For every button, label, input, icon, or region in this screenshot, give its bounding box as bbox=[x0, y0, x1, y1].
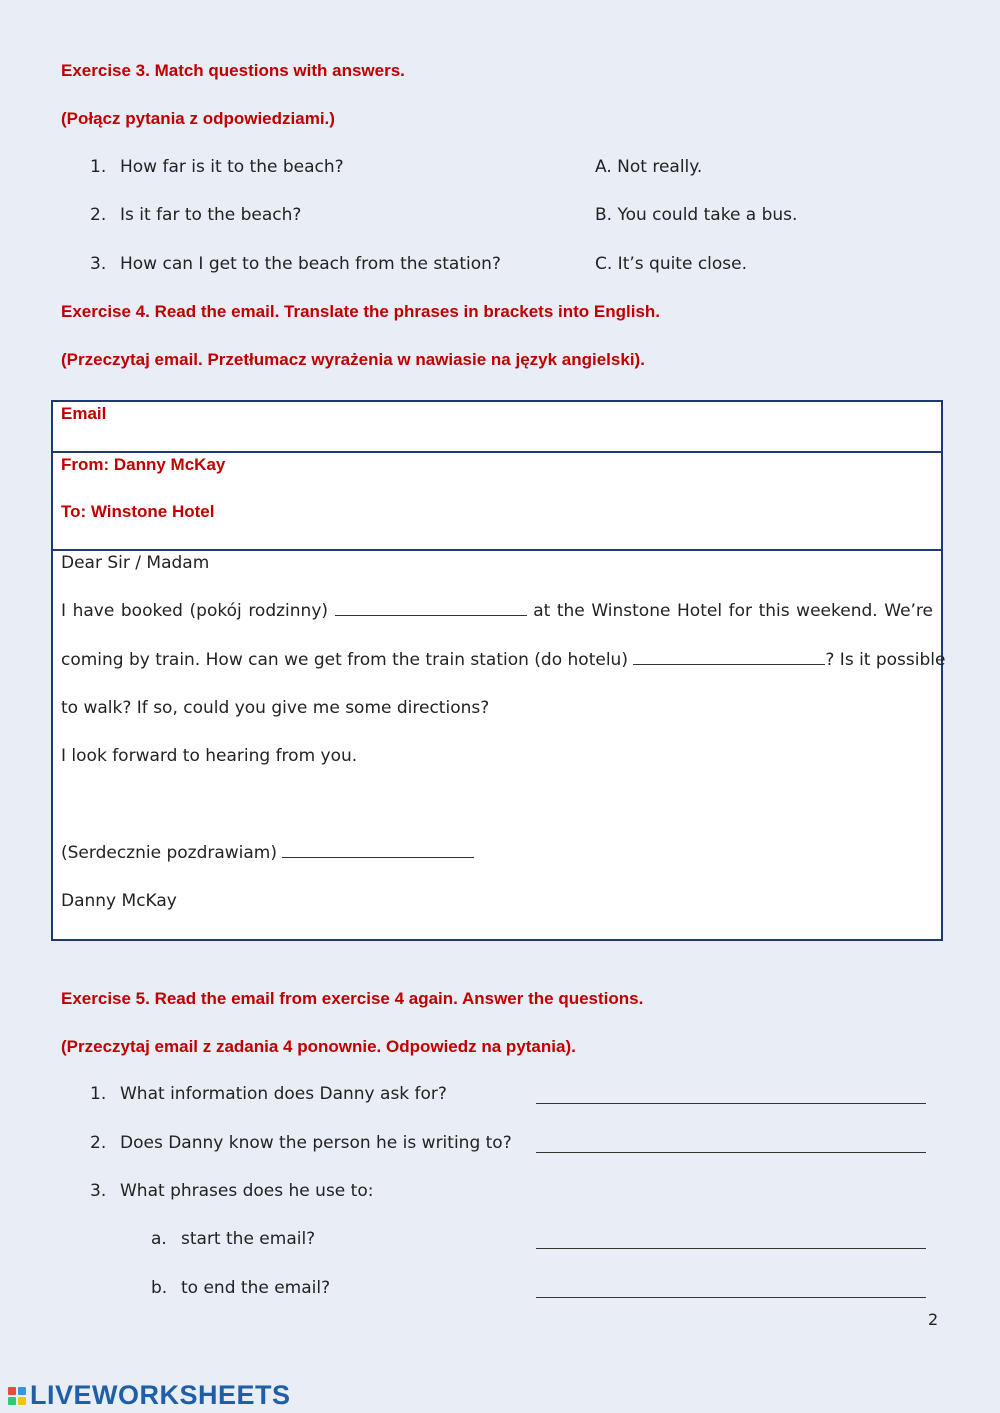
ex5-question-1: 1. What information does Danny ask for? bbox=[90, 1084, 447, 1104]
ex5-question-2: 2. Does Danny know the person he is writing to? bbox=[90, 1133, 512, 1153]
email-line-1: I have booked (pokój rodzinny) at the Winstone Hotel for this weekend. We’re bbox=[61, 601, 934, 621]
ex3-answer-c[interactable]: C. It’s quite close. bbox=[595, 254, 748, 274]
liveworksheets-brand bbox=[8, 1380, 291, 1411]
ex3-answer-b[interactable]: B. You could take a bus. bbox=[595, 205, 798, 225]
ex4-title: Exercise 4. Read the email. Translate the phrases in brackets into English. bbox=[61, 302, 661, 321]
liveworksheets-logo-icon bbox=[8, 1387, 26, 1405]
email-closing: I look forward to hearing from you. bbox=[61, 746, 358, 766]
blank-signoff[interactable] bbox=[282, 843, 474, 858]
email-from: From: Danny McKay bbox=[61, 455, 226, 474]
ex4-subtitle: (Przeczytaj email. Przetłumacz wyrażenia w nawiasie na język angielski). bbox=[61, 350, 645, 369]
email-name: Danny McKay bbox=[61, 891, 177, 911]
email-header-row bbox=[53, 402, 941, 453]
blank-to-hotel[interactable] bbox=[633, 650, 825, 665]
brand-name: LIVEWORKSHEETS bbox=[30, 1380, 291, 1410]
ex5-answer-line-1[interactable] bbox=[536, 1103, 926, 1104]
ex3-question-2: 2. Is it far to the beach? bbox=[90, 205, 302, 225]
email-line-2: coming by train. How can we get from the train station (do hotelu) ? Is it possible bbox=[61, 650, 946, 670]
ex3-question-3: 3. How can I get to the beach from the station? bbox=[90, 254, 501, 274]
ex3-question-1: 1. How far is it to the beach? bbox=[90, 157, 344, 177]
ex3-title: Exercise 3. Match questions with answers. bbox=[61, 61, 405, 80]
ex5-question-3: 3. What phrases does he use to: bbox=[90, 1181, 374, 1201]
blank-family-room[interactable] bbox=[335, 601, 527, 616]
email-to: To: Winstone Hotel bbox=[61, 502, 215, 521]
ex5-subquestion-a: a. start the email? bbox=[151, 1229, 316, 1249]
page-number: 2 bbox=[928, 1310, 939, 1329]
ex3-answer-a[interactable]: A. Not really. bbox=[595, 157, 703, 177]
email-box bbox=[51, 400, 946, 941]
email-line-3: to walk? If so, could you give me some directions? bbox=[61, 698, 490, 718]
email-greeting: Dear Sir / Madam bbox=[61, 553, 210, 573]
ex5-answer-line-b[interactable] bbox=[536, 1297, 926, 1298]
ex5-title: Exercise 5. Read the email from exercise 4 again. Answer the questions. bbox=[61, 989, 644, 1008]
ex5-subquestion-b: b. to end the email? bbox=[151, 1278, 331, 1298]
ex5-answer-line-2[interactable] bbox=[536, 1152, 926, 1153]
ex3-subtitle: (Połącz pytania z odpowiedziami.) bbox=[61, 109, 335, 128]
ex5-subtitle: (Przeczytaj email z zadania 4 ponownie. Odpowiedz na pytania). bbox=[61, 1037, 576, 1056]
email-signoff: (Serdecznie pozdrawiam) bbox=[61, 843, 474, 863]
email-meta-row bbox=[53, 453, 941, 551]
ex5-answer-line-a[interactable] bbox=[536, 1248, 926, 1249]
email-header: Email bbox=[61, 404, 107, 423]
